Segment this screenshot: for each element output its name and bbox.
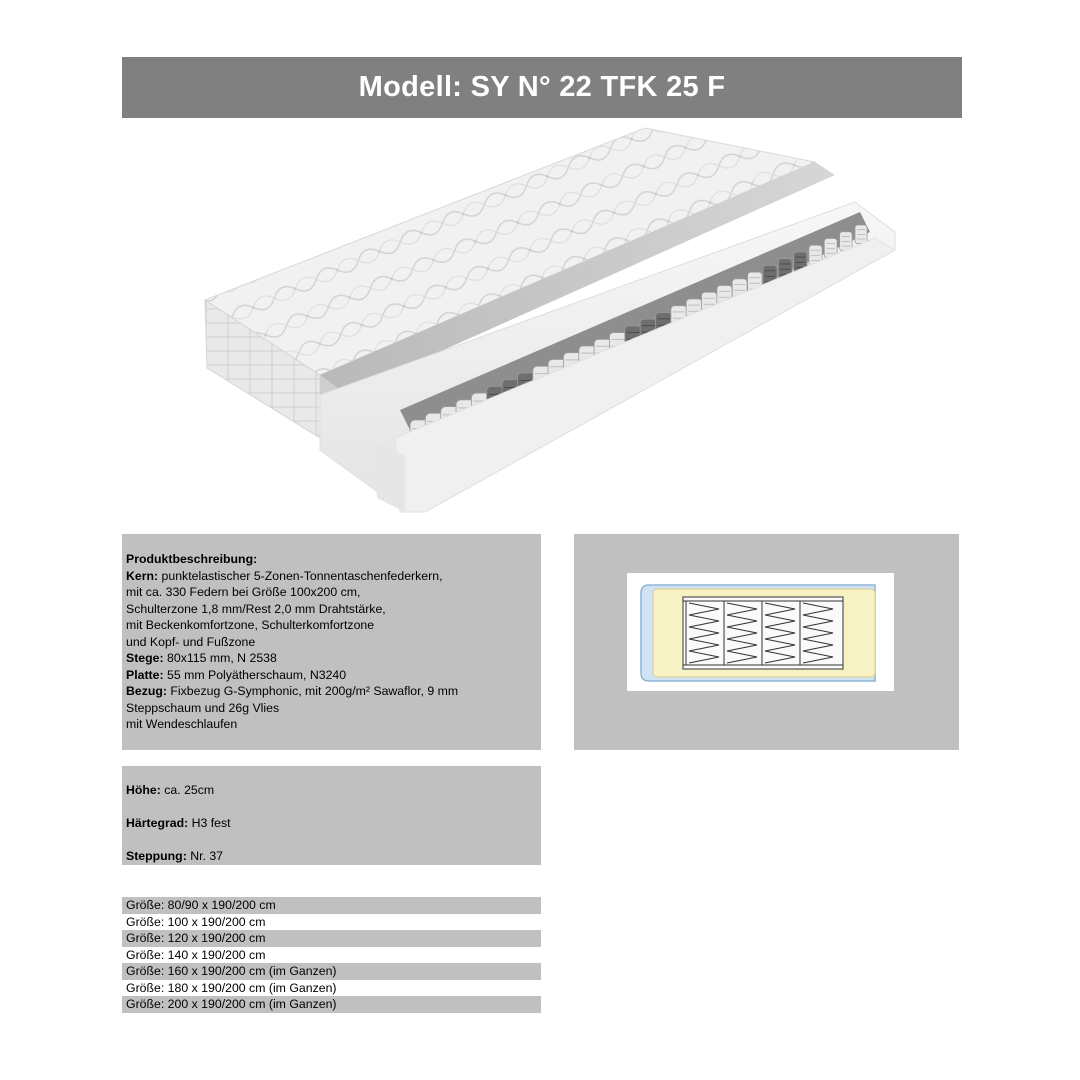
page-title: Modell: SY N° 22 TFK 25 F: [358, 71, 726, 103]
cross-section-box: [574, 534, 959, 750]
hoehe-label: Höhe:: [126, 783, 161, 797]
size-row: Größe: 100 x 190/200 cm: [126, 914, 266, 929]
size-row: Größe: 200 x 190/200 cm (im Ganzen): [122, 996, 541, 1013]
bezug-line: Steppschaum und 26g Vlies: [126, 700, 280, 715]
size-row: Größe: 140 x 190/200 cm: [126, 947, 266, 962]
title-bar: [122, 57, 962, 118]
bezug-line: Fixbezug G-Symphonic, mit 200g/m² Sawaflor, 9 mm: [167, 684, 459, 698]
cross-section-diagram: [627, 573, 894, 691]
kern-line: und Kopf- und Fußzone: [126, 634, 256, 649]
haertegrad-value: H3 fest: [188, 816, 231, 830]
description-heading: Produktbeschreibung:: [126, 552, 258, 566]
kern-line: punktelastischer 5-Zonen-Tonnentaschenfederkern,: [158, 568, 443, 583]
size-row: Größe: 160 x 190/200 cm (im Ganzen): [122, 963, 541, 980]
size-row: Größe: 80/90 x 190/200 cm: [122, 897, 541, 914]
kern-line: mit ca. 330 Federn bei Größe 100x200 cm,: [126, 585, 361, 599]
bezug-line: mit Wendeschlaufen: [126, 717, 238, 731]
haertegrad-label: Härtegrad:: [126, 816, 189, 830]
steppung-label: Steppung:: [126, 849, 187, 863]
platte-label: Platte:: [126, 667, 164, 682]
product-description-box: [122, 534, 541, 750]
stege-value: 80x115 mm, N 2538: [163, 651, 277, 665]
platte-value: 55 mm Polyätherschaum, N3240: [163, 667, 347, 682]
stege-label: Stege:: [126, 651, 164, 665]
size-row: Größe: 120 x 190/200 cm: [122, 930, 541, 947]
mattress-product-image: [195, 120, 915, 515]
hoehe-value: ca. 25cm: [160, 783, 215, 797]
size-list: [122, 897, 541, 1013]
bezug-label: Bezug:: [126, 684, 167, 698]
size-row: Größe: 180 x 190/200 cm (im Ganzen): [126, 980, 337, 995]
steppung-value: Nr. 37: [186, 849, 224, 863]
kern-label: Kern:: [126, 568, 159, 583]
specs-box: [122, 766, 541, 865]
kern-line: Schulterzone 1,8 mm/Rest 2,0 mm Drahtstärke,: [126, 601, 386, 616]
kern-line: mit Beckenkomfortzone, Schulterkomfortzone: [126, 618, 375, 632]
spring-cross-section-icon: [627, 573, 894, 691]
